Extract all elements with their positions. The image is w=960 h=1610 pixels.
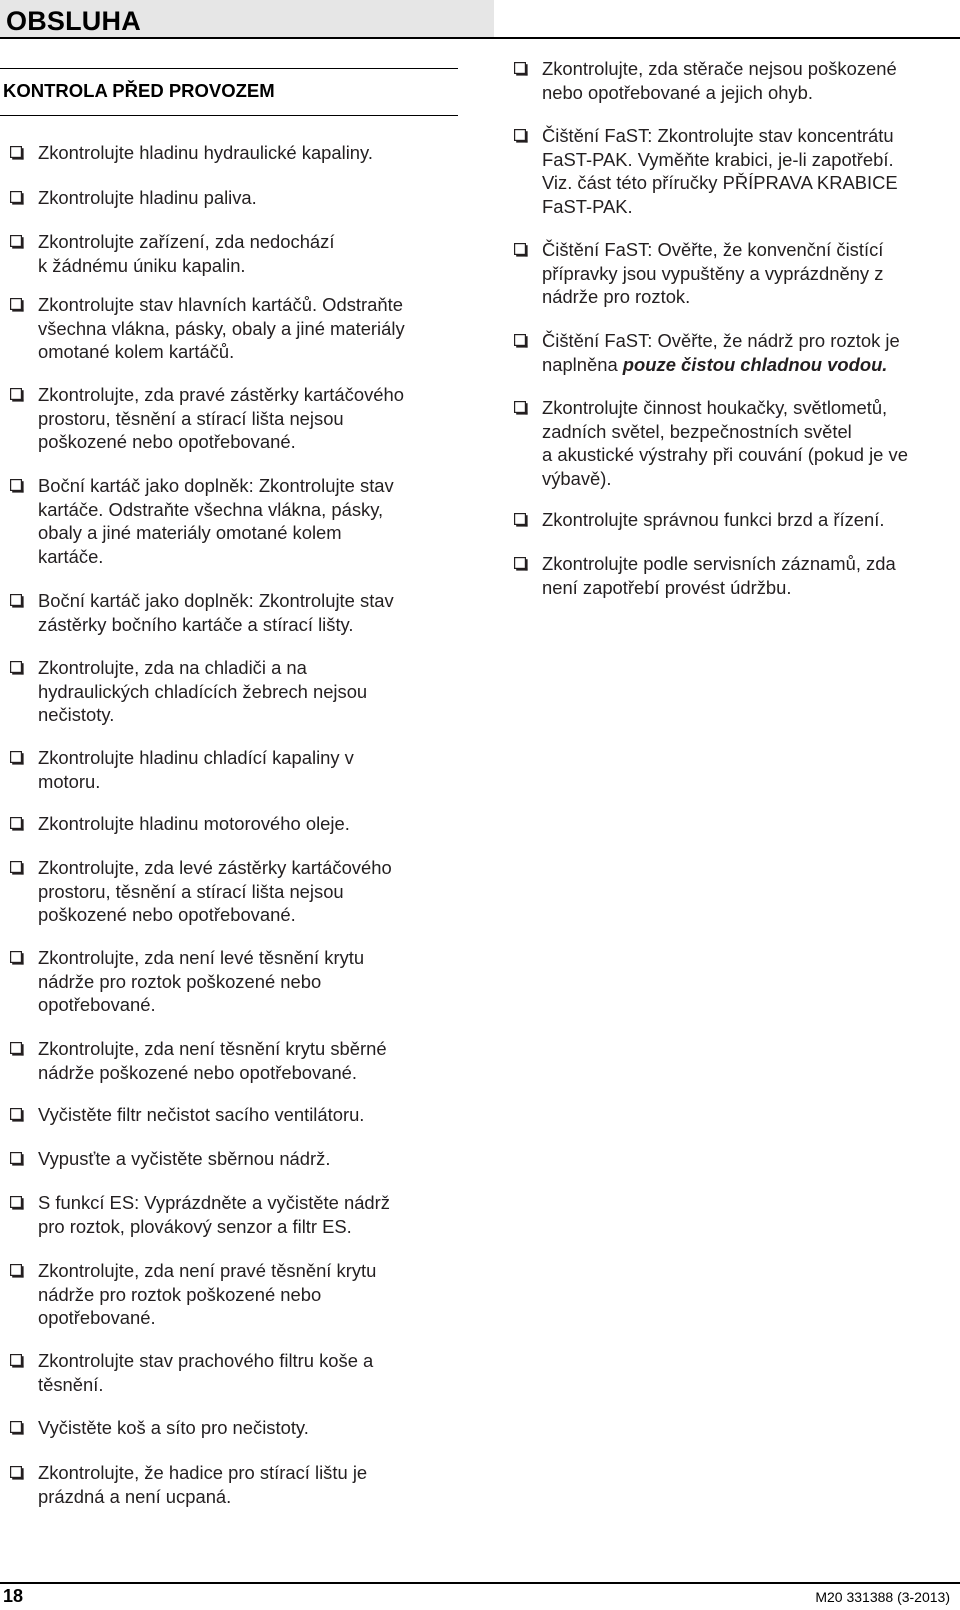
- checklist-item-lead: Čištění FaST: Ověřte, že nádrž pro roztok je naplněna: [542, 330, 900, 375]
- checklist-item-text: Zkontrolujte, že hadice pro stírací lištu je prázdná a není ucpaná.: [38, 1462, 368, 1507]
- checklist-item-text: Vypusťte a vyčistěte sběrnou nádrž.: [38, 1148, 331, 1169]
- document-code: M20 331388 (3-2013): [815, 1589, 950, 1605]
- checklist-item-text: Zkontrolujte hladinu hydraulické kapaliny.: [38, 142, 373, 163]
- checklist-item: [10, 1103, 460, 1127]
- checkbox-icon[interactable]: [10, 388, 24, 402]
- checkbox-icon[interactable]: [10, 191, 24, 205]
- checkbox-icon[interactable]: [10, 1421, 24, 1435]
- checklist-item: [10, 230, 460, 277]
- checkbox-icon[interactable]: [10, 661, 24, 675]
- checkbox-icon[interactable]: [10, 1466, 24, 1480]
- checklist-item: [10, 812, 460, 836]
- checkbox-icon[interactable]: [10, 1196, 24, 1210]
- checklist-item-text: Zkontrolujte hladinu paliva.: [38, 187, 257, 208]
- checklist-item: [514, 396, 954, 490]
- checkbox-icon[interactable]: [10, 1108, 24, 1122]
- checklist-item-text: Zkontrolujte zařízení, zda nedochází k žádnému úniku kapalin.: [38, 231, 335, 276]
- footer-divider: [0, 1582, 960, 1584]
- checklist-item-text: Zkontrolujte, zda není levé těsnění krytu nádrže pro roztok poškozené nebo opotřebované.: [38, 947, 365, 1015]
- checklist-item-text: Zkontrolujte, zda stěrače nejsou poškozené nebo opotřebované a jejich ohyb.: [542, 58, 897, 103]
- checklist-item: [10, 1191, 460, 1238]
- checkbox-icon[interactable]: [514, 334, 528, 348]
- checklist-item: [10, 1416, 460, 1440]
- checklist-item-text: Vyčistěte filtr nečistot sacího ventilátoru.: [38, 1104, 365, 1125]
- checkbox-icon[interactable]: [514, 401, 528, 415]
- checklist-item: [514, 238, 954, 309]
- checklist-item: [10, 293, 460, 364]
- checklist-item-text: Zkontrolujte, zda na chladiči a na hydraulických chladících žebrech nejsou nečistoty.: [38, 657, 368, 725]
- checkbox-icon[interactable]: [10, 298, 24, 312]
- checklist-item: [10, 1259, 460, 1330]
- checklist-item-emphasis: pouze čistou chladnou vodou.: [622, 353, 888, 375]
- checkbox-icon[interactable]: [514, 557, 528, 571]
- checkbox-icon[interactable]: [514, 513, 528, 527]
- checklist-item-text: Boční kartáč jako doplněk: Zkontrolujte stav zástěrky bočního kartáče a stírací lišty.: [38, 590, 394, 635]
- section-bottom-divider: [0, 115, 458, 116]
- checklist-item-text: Zkontrolujte podle servisních záznamů, zda není zapotřebí provést údržbu.: [542, 553, 896, 598]
- checklist-item: [10, 1147, 460, 1171]
- checkbox-icon[interactable]: [10, 1354, 24, 1368]
- checklist-item: [10, 141, 460, 165]
- checklist-item: [514, 57, 954, 104]
- checklist-item-text: Zkontrolujte hladinu chladící kapaliny v motoru.: [38, 747, 354, 792]
- checklist-item-text: S funkcí ES: Vyprázdněte a vyčistěte nádrž pro roztok, plovákový senzor a filtr ES.: [38, 1192, 390, 1237]
- checklist-item-text: [542, 329, 954, 376]
- checkbox-icon[interactable]: [10, 1042, 24, 1056]
- checklist-item-text: Zkontrolujte, zda není pravé těsnění krytu nádrže pro roztok poškozené nebo opotřebované.: [38, 1260, 377, 1328]
- checklist-item-text: Boční kartáč jako doplněk: Zkontrolujte stav kartáče. Odstraňte všechna vlákna, pásky, obaly a jiné materiály omotané kolem kartáče.: [38, 475, 394, 567]
- checkbox-icon[interactable]: [10, 146, 24, 160]
- checklist-item: [10, 656, 460, 727]
- checklist-item-text: Čištění FaST: Zkontrolujte stav koncentrátu FaST-PAK. Vyměňte krabici, je-li zapotřebí. Viz. část této příručky PŘÍPRAVA KRABICE FaST-PAK.: [542, 125, 898, 217]
- checkbox-icon[interactable]: [10, 1264, 24, 1278]
- checklist-item: [10, 1461, 460, 1508]
- checklist-item-text: Vyčistěte koš a síto pro nečistoty.: [38, 1417, 309, 1438]
- checkbox-icon[interactable]: [10, 951, 24, 965]
- checklist-item: [514, 552, 954, 599]
- checklist-item: [10, 1349, 460, 1396]
- checklist-item-text: Zkontrolujte hladinu motorového oleje.: [38, 813, 350, 834]
- checkbox-icon[interactable]: [10, 861, 24, 875]
- checklist-item: [10, 474, 460, 568]
- checklist-item-text: Zkontrolujte, zda levé zástěrky kartáčového prostoru, těsnění a stírací lišta nejsou poškozené nebo opotřebované.: [38, 857, 392, 925]
- checkbox-icon[interactable]: [10, 479, 24, 493]
- checkbox-icon[interactable]: [10, 751, 24, 765]
- checkbox-icon[interactable]: [10, 817, 24, 831]
- checklist-item-text: Zkontrolujte stav hlavních kartáčů. Odstraňte všechna vlákna, pásky, obaly a jiné materiály omotané kolem kartáčů.: [38, 294, 405, 362]
- checkbox-icon[interactable]: [514, 129, 528, 143]
- checklist-item-text: Zkontrolujte činnost houkačky, světlometů, zadních světel, bezpečnostních světel a akustické výstrahy při couvání (pokud je ve výbavě).: [542, 397, 908, 489]
- section-title: KONTROLA PŘED PROVOZEM: [3, 80, 275, 101]
- header-divider: [0, 37, 960, 39]
- page-number: 18: [3, 1586, 24, 1606]
- checkbox-icon[interactable]: [10, 235, 24, 249]
- checkbox-icon[interactable]: [514, 243, 528, 257]
- checklist-item: [514, 508, 954, 532]
- checklist-item: [10, 1037, 460, 1084]
- page-title: OBSLUHA: [6, 6, 141, 36]
- checklist-item: [10, 856, 460, 927]
- checklist-item-text: Zkontrolujte správnou funkci brzd a řízení.: [542, 509, 885, 530]
- checklist-item: [10, 383, 460, 454]
- checklist-item: [10, 746, 460, 793]
- checklist-item-text: Zkontrolujte stav prachového filtru koše a těsnění.: [38, 1350, 374, 1395]
- checklist-item: [10, 946, 460, 1017]
- checklist-item: [10, 589, 460, 636]
- section-top-divider: [0, 68, 458, 69]
- checklist-item-text: Zkontrolujte, zda pravé zástěrky kartáčového prostoru, těsnění a stírací lišta nejsou poškozené nebo opotřebované.: [38, 384, 404, 452]
- checkbox-icon[interactable]: [10, 594, 24, 608]
- checklist-item-text: Čištění FaST: Ověřte, že konvenční čistící přípravky jsou vypuštěny a vyprázdněny z nádrže pro roztok.: [542, 239, 884, 307]
- checklist-item-text: Zkontrolujte, zda není těsnění krytu sběrné nádrže poškozené nebo opotřebované.: [38, 1038, 387, 1083]
- checklist-item: [10, 186, 460, 210]
- checklist-item: [514, 329, 954, 376]
- checkbox-icon[interactable]: [514, 62, 528, 76]
- checkbox-icon[interactable]: [10, 1152, 24, 1166]
- checklist-item: [514, 124, 954, 218]
